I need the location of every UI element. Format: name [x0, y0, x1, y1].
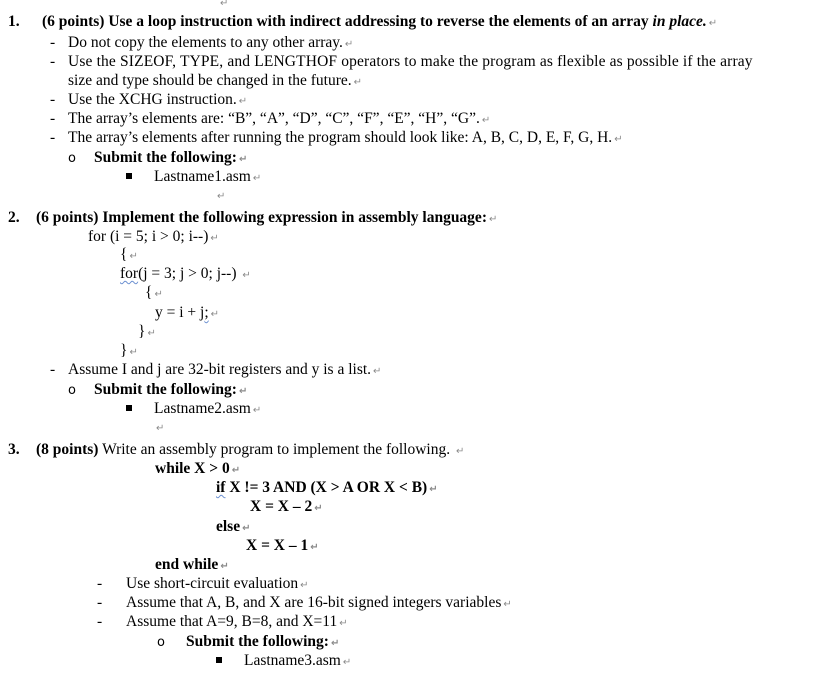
q1-bullet: - Do not copy the elements to any other array. ↵: [50, 34, 354, 51]
q2-code-line: } ↵: [138, 323, 156, 340]
paragraph-mark: ↵: [217, 191, 226, 202]
q2-bullet: - Assume I and j are 32-bit registers and y is a list. ↵: [50, 361, 382, 378]
paragraph-mark: ↵: [156, 423, 165, 434]
circle-bullet-icon: o: [68, 383, 76, 398]
q2-title: Implement the following expression in assembly language:: [102, 209, 487, 226]
q2-code-line: } ↵: [120, 342, 138, 359]
q1-bullet: - Use the XCHG instruction. ↵: [50, 91, 248, 108]
square-bullet-icon: [126, 405, 132, 411]
q2-code-line: for (i = 5; i > 0; i--) ↵: [88, 228, 219, 245]
q2-code-line: { ↵: [145, 284, 163, 301]
q3-code-line: if X != 3 AND (X > A OR X < B) ↵: [216, 479, 438, 496]
q3-code-line: X = X – 2 ↵: [250, 498, 323, 515]
q1-bullet: - Use the SIZEOF, TYPE, and LENGTHOF operators to make the program as flexible as possible if the array: [50, 53, 753, 70]
q2-code-line: y = i + j; ↵: [155, 304, 220, 321]
q1-submit: o Submit the following: ↵: [68, 149, 248, 166]
q3-code-line: while X > 0 ↵: [155, 460, 241, 477]
q1-bullet: - The array’s elements after running the program should look like: A, B, C, D, E, F, G, H. ↵: [50, 129, 623, 146]
q3-code-line: end while ↵: [155, 556, 229, 573]
square-bullet-icon: [126, 173, 132, 179]
q2-heading: (6 points) Implement the following expression in assembly language: ↵: [36, 209, 498, 226]
q2-file: Lastname2.asm ↵: [126, 399, 261, 420]
q2-code-line: { ↵: [120, 246, 138, 263]
q1-title: Use a loop instruction with indirect addressing to reverse the elements of an array: [108, 13, 649, 30]
q3-title: Write an assembly program to implement the following.: [102, 441, 451, 458]
q3-bullet: - Assume that A, B, and X are 16-bit signed integers variables ↵: [97, 594, 512, 611]
q3-number: 3.: [8, 441, 20, 458]
circle-bullet-icon: o: [68, 151, 76, 166]
q1-heading: (6 points) Use a loop instruction with indirect addressing to reverse the elements of an array in place. ↵: [42, 13, 718, 30]
q3-file: Lastname3.asm ↵: [216, 651, 351, 672]
q2-number: 2.: [8, 209, 20, 226]
paragraph-mark: ↵: [220, 0, 229, 9]
circle-bullet-icon: o: [157, 635, 165, 650]
square-bullet-icon: [216, 657, 222, 663]
q3-code-line: X = X – 1 ↵: [246, 537, 319, 554]
q1-bullet: - The array’s elements are: “B”, “A”, “D”, “C”, “F”, “E”, “H”, “G”. ↵: [50, 110, 491, 127]
q3-code-line: else ↵: [216, 518, 251, 535]
q1-file: Lastname1.asm ↵: [126, 167, 261, 188]
q1-title-emphasis: in place.: [652, 13, 707, 30]
q3-submit: o Submit the following: ↵: [157, 633, 340, 650]
q3-heading: (8 points) Write an assembly program to implement the following. ↵: [36, 441, 465, 458]
q1-bullet-continued: size and type should be changed in the future. ↵: [68, 72, 363, 89]
q1-number: 1.: [8, 13, 20, 30]
q2-submit: o Submit the following: ↵: [68, 381, 248, 398]
q2-code-line: for(j = 3; j > 0; j--) ↵: [120, 265, 251, 282]
q3-bullet: - Assume that A=9, B=8, and X=11 ↵: [97, 613, 348, 630]
q3-bullet: - Use short-circuit evaluation ↵: [97, 575, 309, 592]
